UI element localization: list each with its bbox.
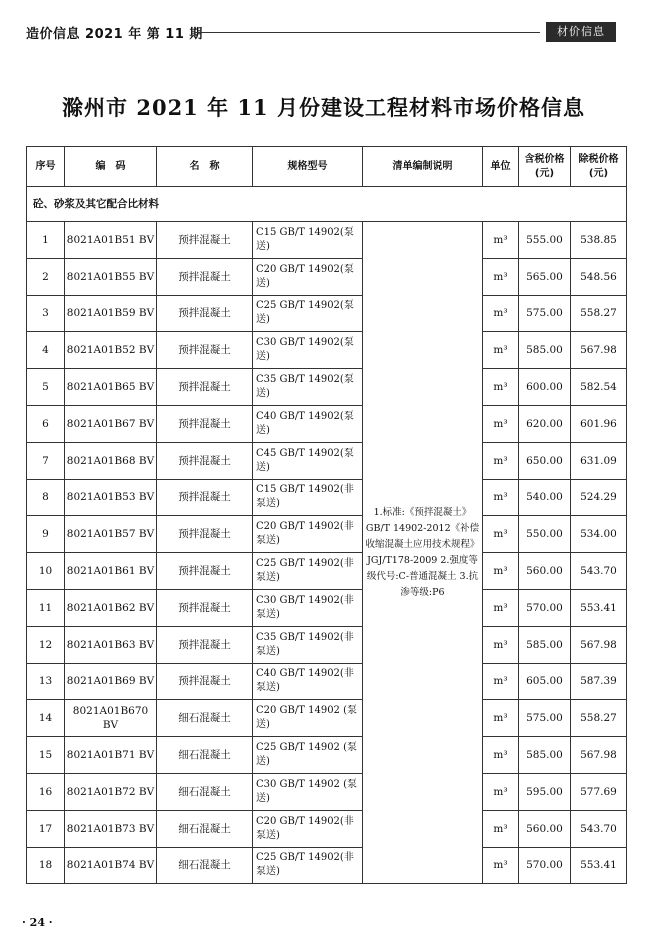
header-rule: [194, 32, 540, 33]
item-unit: m³: [483, 810, 519, 847]
row-number: 10: [27, 553, 65, 590]
item-code: 8021A01B55 BV: [65, 258, 157, 295]
item-spec: C20 GB/T 14902(泵送): [253, 258, 363, 295]
price-without-tax: 558.27: [571, 700, 627, 737]
item-code: 8021A01B52 BV: [65, 332, 157, 369]
item-code: 8021A01B53 BV: [65, 479, 157, 516]
item-code: 8021A01B57 BV: [65, 516, 157, 553]
header-section-badge: 材价信息: [546, 22, 616, 42]
item-unit: m³: [483, 295, 519, 332]
item-name: 预拌混凝土: [157, 516, 253, 553]
price-with-tax: 585.00: [519, 332, 571, 369]
price-without-tax: 567.98: [571, 737, 627, 774]
price-without-tax: 543.70: [571, 553, 627, 590]
row-number: 17: [27, 810, 65, 847]
item-unit: m³: [483, 369, 519, 406]
row-number: 9: [27, 516, 65, 553]
item-unit: m³: [483, 663, 519, 700]
item-spec: C15 GB/T 14902(泵送): [253, 222, 363, 259]
col-header-notax-price: 除税价格(元): [571, 147, 627, 187]
price-with-tax: 565.00: [519, 258, 571, 295]
item-spec: C45 GB/T 14902(泵送): [253, 442, 363, 479]
page-number: · 24 ·: [22, 916, 53, 929]
price-with-tax: 540.00: [519, 479, 571, 516]
item-unit: m³: [483, 516, 519, 553]
price-without-tax: 558.27: [571, 295, 627, 332]
price-without-tax: 543.70: [571, 810, 627, 847]
col-header-name: 名 称: [157, 147, 253, 187]
item-name: 预拌混凝土: [157, 442, 253, 479]
item-code: 8021A01B73 BV: [65, 810, 157, 847]
price-with-tax: 570.00: [519, 847, 571, 884]
item-code: 8021A01B67 BV: [65, 405, 157, 442]
item-unit: m³: [483, 700, 519, 737]
item-name: 细石混凝土: [157, 773, 253, 810]
category-label: 砼、砂浆及其它配合比材料: [27, 187, 627, 222]
col-header-code: 编 码: [65, 147, 157, 187]
item-unit: m³: [483, 589, 519, 626]
price-with-tax: 560.00: [519, 810, 571, 847]
item-code: 8021A01B69 BV: [65, 663, 157, 700]
item-spec: C25 GB/T 14902 (泵送): [253, 737, 363, 774]
price-with-tax: 605.00: [519, 663, 571, 700]
item-spec: C25 GB/T 14902(非泵送): [253, 847, 363, 884]
item-name: 预拌混凝土: [157, 663, 253, 700]
item-name: 细石混凝土: [157, 810, 253, 847]
row-number: 8: [27, 479, 65, 516]
item-unit: m³: [483, 222, 519, 259]
item-spec: C40 GB/T 14902(非泵送): [253, 663, 363, 700]
row-number: 13: [27, 663, 65, 700]
col-header-desc: 清单编制说明: [363, 147, 483, 187]
item-spec: C30 GB/T 14902(非泵送): [253, 589, 363, 626]
table-row: [27, 773, 627, 810]
item-name: 细石混凝土: [157, 700, 253, 737]
item-code: 8021A01B63 BV: [65, 626, 157, 663]
item-name: 预拌混凝土: [157, 589, 253, 626]
table-row: [27, 847, 627, 884]
price-without-tax: 582.54: [571, 369, 627, 406]
item-spec: C25 GB/T 14902(泵送): [253, 295, 363, 332]
item-unit: m³: [483, 332, 519, 369]
col-header-unit: 单位: [483, 147, 519, 187]
item-code: 8021A01B74 BV: [65, 847, 157, 884]
row-number: 4: [27, 332, 65, 369]
item-name: 预拌混凝土: [157, 222, 253, 259]
item-unit: m³: [483, 626, 519, 663]
price-with-tax: 575.00: [519, 700, 571, 737]
col-header-no: 序号: [27, 147, 65, 187]
item-name: 细石混凝土: [157, 737, 253, 774]
item-unit: m³: [483, 847, 519, 884]
item-code: 8021A01B59 BV: [65, 295, 157, 332]
table-header-row: [27, 147, 627, 187]
row-number: 2: [27, 258, 65, 295]
row-number: 18: [27, 847, 65, 884]
price-with-tax: 585.00: [519, 626, 571, 663]
item-unit: m³: [483, 258, 519, 295]
item-unit: m³: [483, 737, 519, 774]
item-spec: C25 GB/T 14902(非泵送): [253, 553, 363, 590]
price-without-tax: 524.29: [571, 479, 627, 516]
row-number: 3: [27, 295, 65, 332]
col-header-tax-price: 含税价格(元): [519, 147, 571, 187]
item-name: 预拌混凝土: [157, 553, 253, 590]
row-number: 14: [27, 700, 65, 737]
item-code: 8021A01B68 BV: [65, 442, 157, 479]
row-number: 12: [27, 626, 65, 663]
item-code: 8021A01B65 BV: [65, 369, 157, 406]
price-without-tax: 577.69: [571, 773, 627, 810]
item-spec: C40 GB/T 14902(泵送): [253, 405, 363, 442]
table-row: [27, 516, 627, 553]
row-number: 15: [27, 737, 65, 774]
table-row: [27, 626, 627, 663]
item-spec: C20 GB/T 14902(非泵送): [253, 810, 363, 847]
item-name: 预拌混凝土: [157, 479, 253, 516]
table-row: [27, 700, 627, 737]
item-spec: C30 GB/T 14902 (泵送): [253, 773, 363, 810]
item-unit: m³: [483, 553, 519, 590]
item-spec: C20 GB/T 14902(非泵送): [253, 516, 363, 553]
table-row: [27, 295, 627, 332]
price-with-tax: 650.00: [519, 442, 571, 479]
price-with-tax: 550.00: [519, 516, 571, 553]
price-without-tax: 538.85: [571, 222, 627, 259]
header-publication: 造价信息 2021 年 第 11 期: [26, 27, 203, 42]
price-with-tax: 620.00: [519, 405, 571, 442]
table-row: [27, 369, 627, 406]
item-unit: m³: [483, 442, 519, 479]
item-name: 预拌混凝土: [157, 626, 253, 663]
list-description: 1.标准:《预拌混凝土》GB/T 14902-2012《补偿收缩混凝土应用技术规程》JGJ/T178-2009 2.强度等级代号:C-普通混凝土 3.抗渗等级:P6: [363, 222, 483, 884]
price-without-tax: 548.56: [571, 258, 627, 295]
price-with-tax: 560.00: [519, 553, 571, 590]
row-number: 7: [27, 442, 65, 479]
item-spec: C35 GB/T 14902(泵送): [253, 369, 363, 406]
item-spec: C20 GB/T 14902 (泵送): [253, 700, 363, 737]
price-without-tax: 587.39: [571, 663, 627, 700]
table-row: [27, 332, 627, 369]
price-without-tax: 567.98: [571, 626, 627, 663]
item-spec: C35 GB/T 14902(非泵送): [253, 626, 363, 663]
price-with-tax: 585.00: [519, 737, 571, 774]
item-code: 8021A01B670 BV: [65, 700, 157, 737]
row-number: 11: [27, 589, 65, 626]
item-unit: m³: [483, 773, 519, 810]
item-spec: C30 GB/T 14902(泵送): [253, 332, 363, 369]
row-number: 6: [27, 405, 65, 442]
item-name: 预拌混凝土: [157, 258, 253, 295]
table-row: [27, 810, 627, 847]
table-row: [27, 663, 627, 700]
row-number: 1: [27, 222, 65, 259]
table-row: [27, 737, 627, 774]
running-header: [26, 22, 616, 44]
item-code: 8021A01B72 BV: [65, 773, 157, 810]
item-name: 细石混凝土: [157, 847, 253, 884]
table-row: [27, 405, 627, 442]
row-number: 16: [27, 773, 65, 810]
table-row: [27, 442, 627, 479]
table-row: [27, 258, 627, 295]
item-name: 预拌混凝土: [157, 295, 253, 332]
table-row: [27, 222, 627, 259]
page-title: 滁州市 2021 年 11 月份建设工程材料市场价格信息: [62, 95, 585, 120]
table-row: [27, 589, 627, 626]
item-name: 预拌混凝土: [157, 369, 253, 406]
price-without-tax: 553.41: [571, 847, 627, 884]
item-unit: m³: [483, 479, 519, 516]
col-header-spec: 规格型号: [253, 147, 363, 187]
price-with-tax: 555.00: [519, 222, 571, 259]
item-unit: m³: [483, 405, 519, 442]
price-without-tax: 567.98: [571, 332, 627, 369]
price-with-tax: 600.00: [519, 369, 571, 406]
table-row: [27, 553, 627, 590]
item-code: 8021A01B71 BV: [65, 737, 157, 774]
price-without-tax: 553.41: [571, 589, 627, 626]
table-row: [27, 479, 627, 516]
price-without-tax: 601.96: [571, 405, 627, 442]
item-spec: C15 GB/T 14902(非泵送): [253, 479, 363, 516]
price-without-tax: 534.00: [571, 516, 627, 553]
category-row: [27, 187, 627, 222]
item-code: 8021A01B61 BV: [65, 553, 157, 590]
item-code: 8021A01B62 BV: [65, 589, 157, 626]
price-with-tax: 595.00: [519, 773, 571, 810]
item-name: 预拌混凝土: [157, 405, 253, 442]
price-with-tax: 570.00: [519, 589, 571, 626]
price-with-tax: 575.00: [519, 295, 571, 332]
price-without-tax: 631.09: [571, 442, 627, 479]
item-code: 8021A01B51 BV: [65, 222, 157, 259]
item-name: 预拌混凝土: [157, 332, 253, 369]
price-table: [26, 146, 627, 884]
row-number: 5: [27, 369, 65, 406]
